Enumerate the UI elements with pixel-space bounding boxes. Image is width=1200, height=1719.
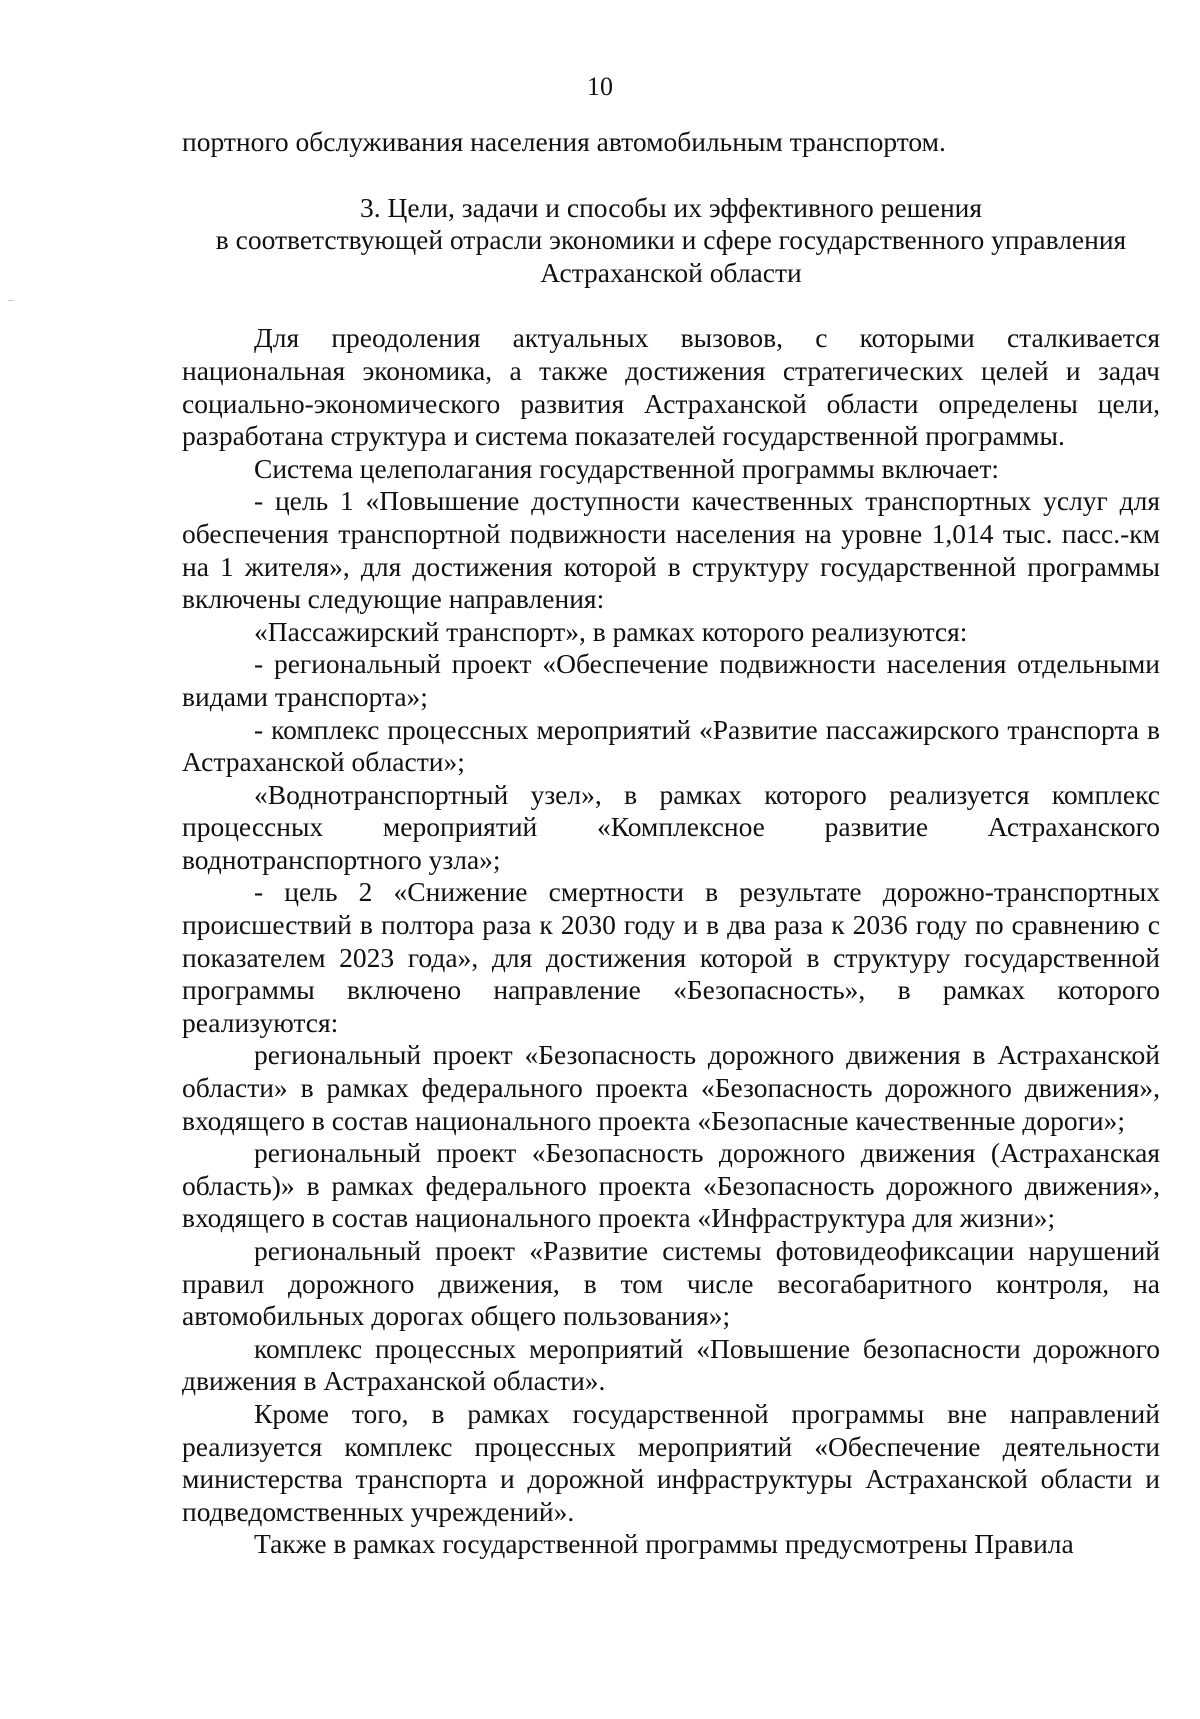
continuation-line: портного обслуживания населения автомобильным транспортом. [182,126,946,157]
heading-line-1: 3. Цели, задачи и способы их эффективного решения [359,191,983,223]
paragraph: - цель 1 «Повышение доступности качественных транспортных услуг для обеспечения транспортной подвижности населения на уровне 1,014 тыс. пасс.-км на 1 жителя», для достижения которой в структуру государственной программы включены следующие направления: [182,485,1160,615]
paragraph: - региональный проект «Обеспечение подвижности населения отдельными видами транспорта»; [182,648,1160,712]
heading-line-2: в соответствующей отрасли экономики и сфере государственного управления [215,224,1127,256]
scan-artifact [8,300,14,301]
page-number: 10 [587,72,613,101]
heading-line-3: Астраханской области [540,256,802,288]
paragraph: Система целеполагания государственной программы включает: [254,452,1000,484]
paragraph: региональный проект «Безопасность дорожного движения в Астраханской области» в рамках федерального проекта «Безопасность дорожного движения», входящего в состав национального проекта «Безопасные качественные дороги»; [182,1039,1160,1136]
document-body [182,126,1160,1561]
paragraph: - цель 2 «Снижение смертности в результате дорожно-транспортных происшествий в полтора раза к 2030 году и в два раза к 2036 году по сравнению с показателем 2023 года», для достижения которой в структуру государственной программы включено направление «Безопасность», в рамках которого реализуются: [182,876,1160,1038]
paragraph: - комплекс процессных мероприятий «Развитие пассажирского транспорта в Астраханской области»; [182,713,1160,778]
paragraph: комплекс процессных мероприятий «Повышение безопасности дорожного движения в Астраханской области». [182,1332,1160,1397]
paragraph: «Воднотранспортный узел», в рамках которого реализуется комплекс процессных мероприятий «Комплексное развитие Астраханского воднотранспортного узла»; [182,778,1160,875]
paragraph: Также в рамках государственной программы предусмотрены Правила [254,1528,1074,1560]
paragraph: Кроме того, в рамках государственной программы вне направлений реализуется комплекс процессных мероприятий «Обеспечение деятельности министерства транспорта и дорожной инфраструктуры Астраханской области и подведомственных учреждений». [182,1397,1160,1527]
paragraph: Для преодоления актуальных вызовов, с которыми сталкивается национальная экономика, а также достижения стратегических целей и задач социально-экономического развития Астраханской области определены цели, разработана структура и система показателей государственной программы. [182,322,1160,452]
paragraph: региональный проект «Развитие системы фотовидеофиксации нарушений правил дорожного движения, в том числе весогабаритного контроля, на автомобильных дорогах общего пользования»; [182,1235,1160,1332]
section-heading [182,192,1160,290]
paragraph: региональный проект «Безопасность дорожного движения (Астраханская область)» в рамках федерального проекта «Безопасность дорожного движения», входящего в состав национального проекта «Инфраструктура для жизни»; [182,1137,1160,1234]
paragraph: «Пассажирский транспорт», в рамках которого реализуются: [254,615,968,647]
